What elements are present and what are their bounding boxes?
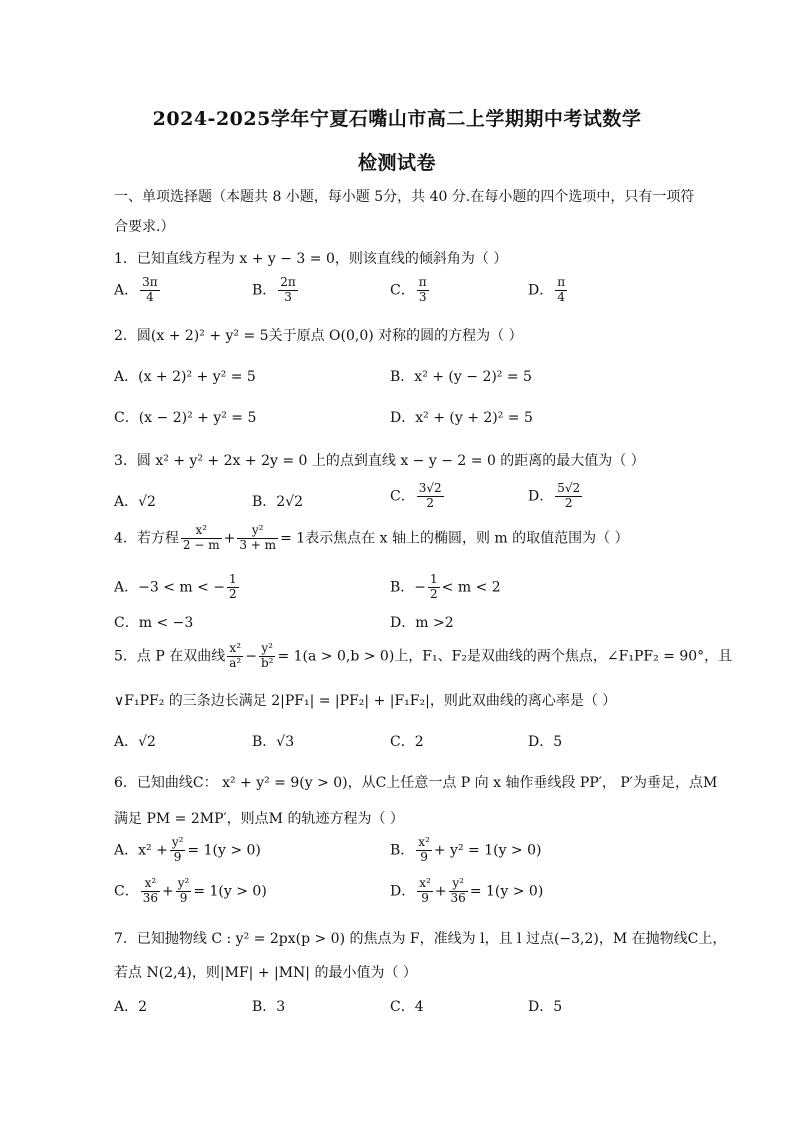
q3-option-c[interactable]: C． $\frac{3√2}{2}$ [390, 481, 442, 510]
section-heading-cont: 合要求.） [114, 219, 175, 235]
q5-option-b[interactable]: B．√3 [252, 734, 295, 750]
q7-option-d[interactable]: D．5 [528, 999, 563, 1015]
question-6-stem-cont: 满足 PM = 2MP′，则点M 的轨迹方程为（ ） [114, 811, 404, 827]
exam-title-line1: 2024-2025学年宁夏石嘴山市高二上学期期中考试数学 [152, 108, 642, 130]
q4-option-b[interactable]: B．− $\frac{1}{2}$ < m < 2 [390, 572, 501, 601]
section-heading: 一、单项选择题（本题共 8 小题，每小题 5分，共 40 分.在每小题的四个选项中，只有一项符 [114, 189, 695, 205]
question-2-stem: 2．圆(x + 2)² + y² = 5关于原点 O(0,0) 对称的圆的方程为（ ） [114, 328, 523, 344]
q7-option-a[interactable]: A．2 [114, 999, 148, 1015]
question-6-stem: 6．已知曲线C： x² + y² = 9(y > 0)，从C上任意一点 P 向 x 轴作垂线段 PP′， P′为垂足，点M [114, 775, 718, 791]
question-7-stem-cont: 若点 N(2,4)，则|MF| + |MN| 的最小值为（ ） [114, 965, 417, 981]
q3-option-d[interactable]: D． $\frac{5√2}{2}$ [528, 481, 581, 510]
q1-option-a[interactable]: A． $\frac{3\pi}{4}$ [114, 275, 158, 304]
q6-option-b[interactable]: B． $\frac{\text{x²}}{9}$ + y² = 1(y > 0) [390, 835, 542, 864]
q3-option-b[interactable]: B．2√2 [252, 494, 304, 510]
exam-title-line2: 检测试卷 [357, 152, 436, 174]
q1-option-c[interactable]: C． $\frac{\pi}{3}$ [390, 275, 427, 304]
q5-option-c[interactable]: C．2 [390, 734, 424, 750]
question-5-stem: 5．点 P 在双曲线 $\frac{\text{x²}}{\text{a²}}$ − $\frac{\text{y²}}{\text{b²}}$ = 1(a > 0,b > 0)上，F₁、F₂是双曲线的两个焦点，∠F₁PF₂ = 90°，且 [114, 641, 733, 670]
question-3-stem: 3．圆 x² + y² + 2x + 2y = 0 上的点到直线 x − y − 2 = 0 的距离的最大值为（ ） [114, 453, 645, 469]
q4-option-a[interactable]: A．−3 < m < − $\frac{1}{2}$ [114, 572, 237, 601]
q1-option-d[interactable]: D． $\frac{\pi}{4}$ [528, 275, 566, 304]
q2-option-a[interactable]: A．(x + 2)² + y² = 5 [114, 369, 256, 385]
q6-option-d[interactable]: D． $\frac{\text{x²}}{9}$ + $\frac{\text{y²}}{36}$ = 1(y > 0) [390, 876, 544, 905]
q4-option-d[interactable]: D．m >2 [390, 615, 454, 631]
q2-option-c[interactable]: C．(x − 2)² + y² = 5 [114, 410, 257, 426]
q2-option-d[interactable]: D．x² + (y + 2)² = 5 [390, 410, 533, 426]
question-5-stem-cont: ∨F₁PF₂ 的三条边长满足 2|PF₁| = |PF₂| + |F₁F₂|，则此双曲线的离心率是（ ） [114, 693, 617, 709]
q2-option-b[interactable]: B．x² + (y − 2)² = 5 [390, 369, 532, 385]
q6-option-c[interactable]: C． $\frac{\text{x²}}{36}$ + $\frac{\text{y²}}{9}$ = 1(y > 0) [114, 876, 267, 905]
q1-option-b[interactable]: B． $\frac{2\pi}{3}$ [252, 275, 296, 304]
question-7-stem: 7．已知抛物线 C : y² = 2px(p > 0) 的焦点为 F，准线为 l，且 l 过点(−3,2)，M 在抛物线C上， [114, 931, 727, 947]
question-1-stem: 1．已知直线方程为 x + y − 3 = 0，则该直线的倾斜角为（ ） [114, 251, 508, 267]
q6-option-a[interactable]: A．x² + $\frac{\text{y²}}{9}$ = 1(y > 0) [114, 835, 261, 864]
q5-option-d[interactable]: D．5 [528, 734, 563, 750]
q7-option-b[interactable]: B．3 [252, 999, 286, 1015]
question-4-stem: 4．若方程 $\frac{\text{x²}}{2 - m}$ + $\frac{\text{y²}}{3 + m}$ = 1表示焦点在 x 轴上的椭圆，则 m 的取值范围为（ ） [114, 523, 629, 552]
q7-option-c[interactable]: C．4 [390, 999, 424, 1015]
q3-option-a[interactable]: A．√2 [114, 494, 156, 510]
q4-option-c[interactable]: C．m < −3 [114, 615, 194, 631]
q5-option-a[interactable]: A．√2 [114, 734, 156, 750]
